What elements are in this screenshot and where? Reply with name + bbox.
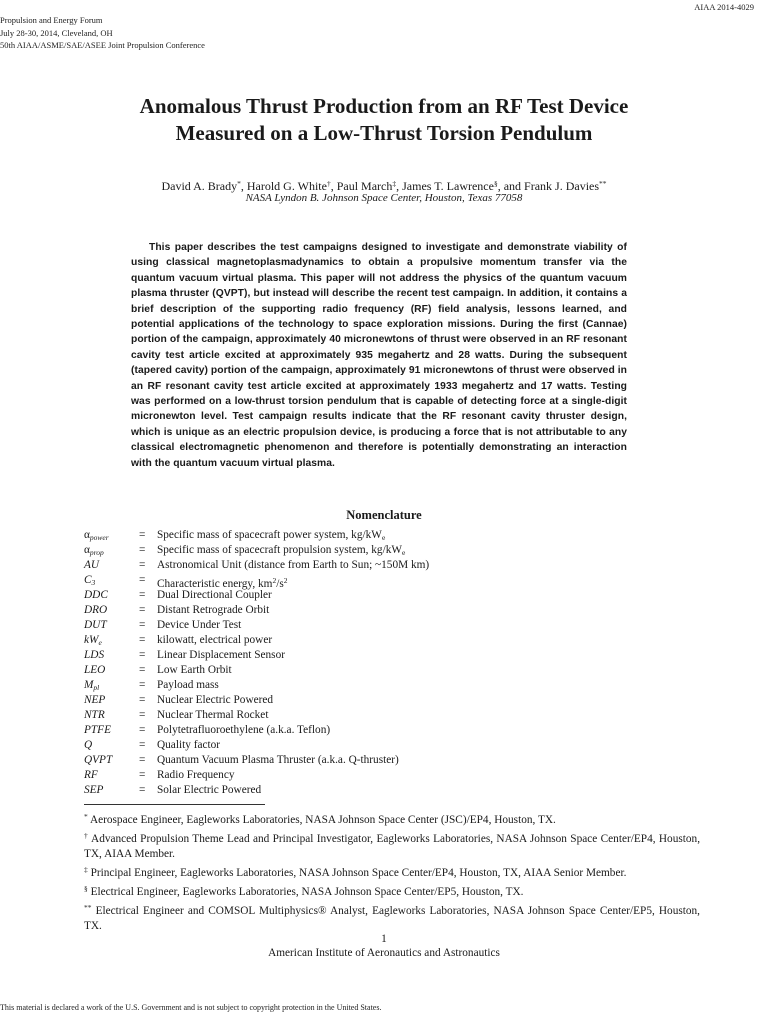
- author-mark: §: [493, 179, 498, 188]
- conference-header: [0, 14, 205, 52]
- conference-dates: July 28-30, 2014, Cleveland, OH: [0, 27, 113, 38]
- nom-symbol: αpower: [84, 529, 109, 542]
- publisher: American Institute of Aeronautics and Astronautics: [268, 947, 500, 959]
- nom-definition: Dual Directional Coupler: [157, 589, 272, 601]
- nom-definition: Solar Electric Powered: [157, 784, 262, 796]
- nom-symbol: DRO: [84, 604, 108, 616]
- nom-symbol: LEO: [84, 664, 106, 676]
- author-name: James T. Lawrence: [402, 179, 494, 193]
- nom-symbol: DUT: [84, 619, 107, 631]
- title-line-2: Measured on a Low-Thrust Torsion Pendulum: [175, 121, 593, 145]
- author-mark: *: [237, 179, 241, 188]
- forum-name: Propulsion and Energy Forum: [0, 15, 103, 25]
- footnote: † Advanced Propulsion Theme Lead and Principal Investigator, Eagleworks Laboratories, NASA Johnson Space Center/EP4, Houston, TX, AIAA Member.: [84, 831, 701, 860]
- nom-symbol: QVPT: [84, 754, 113, 766]
- nom-definition: Linear Displacement Sensor: [157, 649, 285, 661]
- nom-symbol: NEP: [84, 694, 106, 706]
- nomenclature-row: LEO = Low Earth Orbit: [84, 664, 232, 676]
- nom-symbol: C3: [84, 574, 96, 587]
- nom-definition: Quantum Vacuum Plasma Thruster (a.k.a. Q-thruster): [157, 754, 399, 766]
- nom-definition: Device Under Test: [157, 619, 242, 631]
- nom-symbol: AU: [84, 559, 100, 571]
- affiliation: NASA Lyndon B. Johnson Space Center, Houston, Texas 77058: [245, 192, 523, 204]
- nom-symbol: LDS: [84, 649, 105, 661]
- nom-symbol: kWe: [84, 634, 102, 647]
- nom-symbol: Q: [84, 739, 93, 751]
- nom-definition: Quality factor: [157, 739, 221, 751]
- author-name: Harold G. White: [246, 179, 327, 193]
- nom-definition: Specific mass of spacecraft power system, $kg/kW_e$: [157, 529, 386, 542]
- footnote: § Electrical Engineer, Eagleworks Laboratories, NASA Johnson Space Center/EP5, Houston, TX.: [84, 884, 524, 898]
- footnotes: [84, 809, 700, 934]
- author-mark: †: [326, 179, 331, 188]
- nomenclature-row: kWe = kilowatt, electrical power: [84, 634, 273, 647]
- author-mark: **: [599, 179, 607, 188]
- nom-definition: Nuclear Electric Powered: [157, 694, 274, 706]
- nom-symbol: NTR: [84, 709, 105, 721]
- nomenclature-row: C3 = Characteristic energy, $km^2/s^2$: [84, 574, 288, 590]
- author-name: Frank J. Davies: [524, 179, 600, 193]
- nom-symbol: Mpl: [84, 679, 100, 692]
- nom-definition: Radio Frequency: [157, 769, 235, 781]
- nom-symbol: αprop: [84, 544, 104, 557]
- nomenclature-row: NEP = Nuclear Electric Powered: [84, 694, 274, 706]
- nomenclature-row: αprop = Specific mass of spacecraft propulsion system, $kg/kW_e$: [84, 544, 406, 557]
- author-name: David A. Brady: [161, 179, 238, 193]
- nomenclature-row: AU = Astronomical Unit (distance from Earth to Sun; ~150M km): [84, 559, 430, 571]
- nom-definition: Distant Retrograde Orbit: [157, 604, 270, 616]
- nom-definition: kilowatt, electrical power: [157, 634, 273, 646]
- nom-definition: Polytetrafluoroethylene (a.k.a. Teflon): [157, 724, 331, 736]
- nom-definition: Characteristic energy, $km^2/s^2$: [157, 576, 288, 590]
- footnote: ** Electrical Engineer and COMSOL Multiphysics® Analyst, Eagleworks Laboratories, NASA Johnson Space Center/EP5, Houston, TX.: [84, 903, 700, 932]
- nomenclature-row: Mpl = Payload mass: [84, 679, 219, 692]
- nom-symbol: RF: [84, 769, 98, 781]
- page-number: 1: [381, 933, 387, 945]
- conference-name: 50th AIAA/ASME/SAE/ASEE Joint Propulsion Conference: [0, 40, 205, 50]
- nomenclature-row: αpower = Specific mass of spacecraft power system, $kg/kW_e$: [84, 529, 386, 542]
- nom-symbol: DDC: [84, 589, 108, 601]
- nom-symbol: PTFE: [84, 724, 111, 736]
- nomenclature-row: NTR = Nuclear Thermal Rocket: [84, 709, 269, 721]
- title-line-1: Anomalous Thrust Production from an RF Test Device: [139, 94, 629, 118]
- nomenclature-heading: Nomenclature: [346, 508, 422, 522]
- nomenclature-row: DRO = Distant Retrograde Orbit: [84, 604, 270, 616]
- author-name: Paul March: [336, 179, 393, 193]
- nomenclature-row: LDS = Linear Displacement Sensor: [84, 649, 285, 661]
- footnote-divider: [84, 804, 265, 805]
- author-list: David A. Brady*, Harold G. White†, Paul March‡, James T. Lawrence§, and Frank J. Davies**: [161, 179, 607, 193]
- nomenclature-row: DDC = Dual Directional Coupler: [84, 589, 272, 601]
- nom-definition: Low Earth Orbit: [157, 664, 232, 676]
- author-mark: ‡: [392, 179, 397, 188]
- nomenclature-row: SEP = Solar Electric Powered: [84, 784, 262, 796]
- nomenclature-row: PTFE = Polytetrafluoroethylene (a.k.a. Teflon): [84, 724, 331, 736]
- nom-definition: Payload mass: [157, 679, 219, 691]
- nomenclature-row: RF = Radio Frequency: [84, 769, 235, 781]
- footnote: * Aerospace Engineer, Eagleworks Laboratories, NASA Johnson Space Center (JSC)/EP4, Houston, TX.: [84, 812, 556, 826]
- copyright-notice: This material is declared a work of the U.S. Government and is not subject to copyright protection in the United States.: [0, 1003, 382, 1012]
- nomenclature-row: QVPT = Quantum Vacuum Plasma Thruster (a.k.a. Q-thruster): [84, 754, 399, 766]
- nom-definition: Specific mass of spacecraft propulsion system, $kg/kW_e$: [157, 544, 406, 557]
- nom-definition: Nuclear Thermal Rocket: [157, 709, 269, 721]
- nomenclature-row: Q = Quality factor: [84, 739, 221, 751]
- footnote: ‡ Principal Engineer, Eagleworks Laboratories, NASA Johnson Space Center/EP4, Houston, TX, AIAA Senior Member.: [84, 865, 627, 879]
- abstract: This paper describes the test campaigns designed to investigate and demonstrate viability of using classical magnetoplasmadynamics to obtain a propulsive momentum transfer via the quantum vacuum virtual plasma. This paper will not address the physics of the quantum vacuum plasma thruster (QVPT), but instead will describe the recent test campaign. In addition, it contains a brief description of the supporting radio frequency (RF) field analysis, lessons learned, and potential applications of the technology to space exploration missions. During the first (Cannae) portion of the campaign, approximately 40 micronewtons of thrust were observed in an RF resonant cavity test article excited at approximately 935 megahertz and 28 watts. During the subsequent (tapered cavity) portion of the campaign, approximately 91 micronewtons of thrust were observed in an RF resonant cavity test article excited at approximately 1933 megahertz and 17 watts. Testing was performed on a low-thrust torsion pendulum that is capable of detecting force at a single-digit micronewton level. Test campaign results indicate that the RF resonant cavity thruster design, which is unique as an electric propulsion device, is producing a force that is not attributable to any classical electromagnetic phenomenon and therefore is potentially demonstrating an interaction with the quantum vacuum virtual plasma.: [131, 242, 627, 469]
- paper-title: [0, 93, 768, 147]
- paper-id: AIAA 2014-4029: [694, 2, 754, 12]
- nomenclature-row: DUT = Device Under Test: [84, 619, 242, 631]
- nom-definition: Astronomical Unit (distance from Earth to Sun; ~150M km): [157, 559, 430, 571]
- nom-symbol: SEP: [84, 784, 104, 796]
- nomenclature-list: [84, 528, 429, 798]
